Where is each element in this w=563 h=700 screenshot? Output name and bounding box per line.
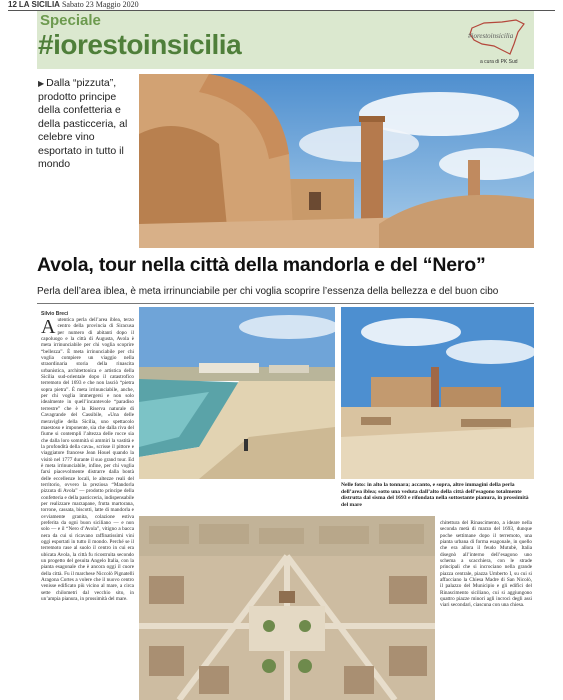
page-folio <box>8 0 548 10</box>
caption-arrow-icon: ▶ <box>38 79 45 88</box>
column-1-text: utentica perla dell’area iblea, terzo centro della provincia di Siracusa per numero di abitanti dopo il capoluogo e la città di Augusta, Avola è meta irrinunciabile per chi voglia scoprire “bellezza”. È meta irrinunciabile per chi voglia compiere un viaggio nella straordinaria storia della rinascita urbanistica, architettonica e artistica della Sicilia sud-orientale dopo il catastrofico terremoto del 1693 e che non lasciò “pietra sopra pietra”. È meta irrinunciabile, anche, per chi voglia immergersi e non solo idealmente in quell’incantevole “paradiso terrestre” che è la Riserva naturale di Cavagrande del Cassibile, «Una delle meraviglie della Sicilia, uno spettacolo maestoso e imponente, sia che dalla riva del fiume si contempli l’altezza delle rocce sia che dalla loro sommità si ammiri la vastità e la profondità della cava», scrisse il pittore e viaggiatore francese Jean Houel quando la visitò nel 1777 durante il suo grand tour. Ed è meta irrinunciabile, infine, per chi voglia farsi piacevolmente distrarre dalla bontà delle eccellenze locali, le altezze reali del territorio, ovvero la preziosa “Mandorla pizzuta di Avola” — prodotto principe della confetteria e della pasticceria, indispensabile per realizzare marzapane, frutta martorana, torrone, cassata, biscotti, latte di mandorla e ovviamente granita, colazione estiva preferita da ogni buon siciliano — e non solo — e il “Nero d’Avola”, vitigno a bacca nera da cui si ricavano raffinatissimi vini oggi esportati in tutto il mondo. Perché se il terremoto rase al suolo il centro in cui era ubicata Avola, la città fu ricostruita secondo un progetto del gesuita Angelo Italia, con la pianta esagonale che è ancora oggi il cuore della città. Fu il marchese Niccolò Pignatelli Aragona Cortes a volere che il nuovo centro venisse edificato più vicino al mare, a circa sette chilometri dal vecchio sito, in un’ampia pianura, in prossimità del mare. <box>41 317 134 603</box>
headline-rule <box>37 303 534 304</box>
article-byline: Silvio Breci <box>41 311 69 317</box>
section-credit: a cura di PK Sud <box>480 59 518 65</box>
sicily-logo <box>458 14 532 62</box>
drop-cap: A <box>41 317 56 338</box>
lead-caption-text: Dalla “pizzuta”, prodotto principe della confetteria e della pasticceria, al celebre vino esportato in tutto il mondo <box>38 77 128 170</box>
section-label: Speciale <box>40 12 101 29</box>
article-standfirst: Perla dell’area iblea, è meta irrinunciabile per chi voglia scoprire l’essenza della bellezza e del buon cibo <box>37 286 499 297</box>
article-body-column-3: chitettura del Rinascimento, a ideare nella seconda metà di marzo del 1693, dunque poche settimane dopo il terremoto, una pianta urbana di forma esagonale, in quello che era allora il feudo Mutubè, Italia disegnò all’interno dell’esagono uno schema a scacchiera, con le strade principali che si incrociano nella grande piazza centrale, piazza Umberto I, su cui si affacciano la Chiesa Madre di San Nicolò, il palazzo del Municipio e gli edifici del Rinascimento siciliano, cui si aggiungono quattro piazze minori agli incroci degli assi viari secondari, ciascuna con una chiesa. <box>440 520 532 609</box>
beach-photo <box>139 307 335 479</box>
section-hashtag: #iorestoinsicilia <box>38 29 242 60</box>
article-body-column-1 <box>41 317 134 697</box>
article-headline: Avola, tour nella città della mandorla e del “Nero” <box>37 254 486 276</box>
photo-caption: Nelle foto: in alto la tonnara; accanto, e sopra, altre immagini della perla dell’area iblea; sotto una veduta dall’alto della città dell’esagono totalmente distrutta dal sisma del 1693 e rifondata nella sottostante pianura, in prossimità del mare <box>341 482 529 508</box>
page-number: 12 <box>8 0 17 9</box>
logo-text: #iorestoinsicilia <box>468 32 514 40</box>
tonnara-photo <box>139 74 534 248</box>
ruins-photo <box>341 307 534 479</box>
lead-caption <box>38 77 138 172</box>
issue-date: Sabato 23 Maggio 2020 <box>61 0 139 9</box>
paper-name: LA SICILIA <box>18 0 60 9</box>
aerial-city-photo <box>139 516 435 700</box>
